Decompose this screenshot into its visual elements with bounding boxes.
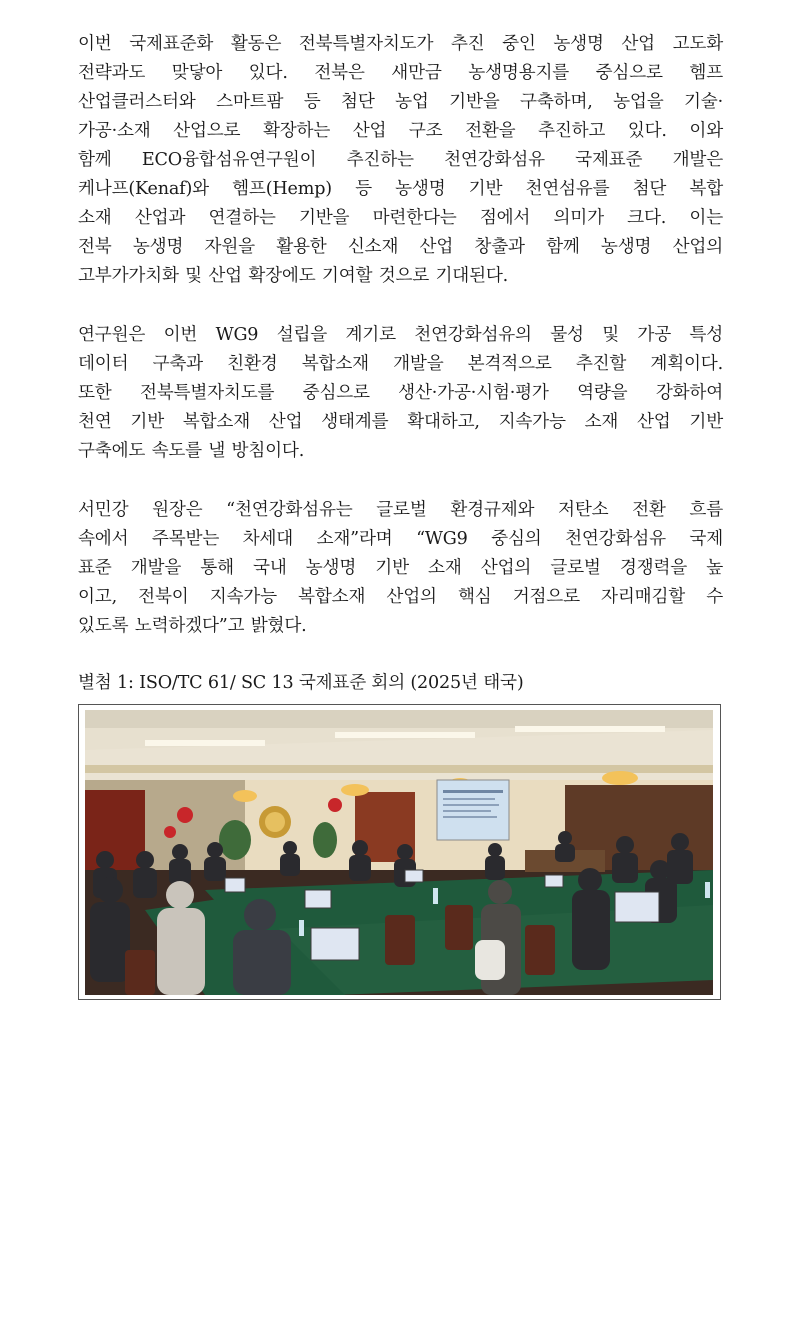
paragraph-line: 전북 농생명 자원을 활용한 신소재 산업 창출과 함께 농생명 산업의: [78, 237, 723, 257]
paragraph-line: 산업클러스터와 스마트팜 등 첨단 농업 기반을 구축하며, 농업을 기술·: [78, 92, 723, 112]
paragraph-line: 함께 ECO융합섬유연구원이 추진하는 천연강화섬유 국제표준 개발은: [78, 150, 723, 170]
figure-caption: 별첨 1: ISO/TC 61/ SC 13 국제표준 회의 (2025년 태국): [78, 673, 524, 693]
paragraph-2: [78, 321, 723, 466]
paragraph-line: 이고, 전북이 지속가능 복합소재 산업의 핵심 거점으로 자리매김할 수: [78, 587, 723, 607]
paragraph-line: 또한 전북특별자치도를 중심으로 생산·가공·시험·평가 역량을 강화하여: [78, 383, 723, 403]
paragraph-line: 천연 기반 복합소재 산업 생태계를 확대하고, 지속가능 소재 산업 기반: [78, 412, 723, 432]
paragraph-line: 속에서 주목받는 차세대 소재”라며 “WG9 중심의 천연강화섬유 국제: [78, 529, 723, 549]
conference-photo-frame: [78, 704, 721, 1000]
paragraph-line: 이번 국제표준화 활동은 전북특별자치도가 추진 중인 농생명 산업 고도화: [78, 34, 723, 54]
paragraph-line: 데이터 구축과 친환경 복합소재 개발을 본격적으로 추진할 계획이다.: [78, 354, 723, 374]
paragraph-line: 구축에도 속도를 낼 방침이다.: [78, 441, 305, 461]
conference-photo: [85, 710, 713, 995]
paragraph-line: 소재 산업과 연결하는 기반을 마련한다는 점에서 의미가 크다. 이는: [78, 208, 723, 228]
paragraph-line: 있도록 노력하겠다”고 밝혔다.: [78, 616, 307, 636]
paragraph-line: 가공·소재 산업으로 확장하는 산업 구조 전환을 추진하고 있다. 이와: [78, 121, 723, 141]
paragraph-line: 서민강 원장은 “천연강화섬유는 글로벌 환경규제와 저탄소 전환 흐름: [78, 500, 723, 520]
paragraph-1: [78, 30, 723, 291]
paragraph-line: 케나프(Kenaf)와 헴프(Hemp) 등 농생명 기반 천연섬유를 첨단 복합: [78, 179, 723, 199]
paragraph-3: [78, 496, 723, 641]
paragraph-line: 연구원은 이번 WG9 설립을 계기로 천연강화섬유의 물성 및 가공 특성: [78, 325, 723, 345]
paragraph-line: 전략과도 맞닿아 있다. 전북은 새만금 농생명용지를 중심으로 헴프: [78, 63, 723, 83]
document-page: [78, 30, 723, 1000]
paragraph-line: 표준 개발을 통해 국내 농생명 기반 소재 산업의 글로벌 경쟁력을 높: [78, 558, 723, 578]
paragraph-line: 고부가가치화 및 산업 확장에도 기여할 것으로 기대된다.: [78, 266, 509, 286]
